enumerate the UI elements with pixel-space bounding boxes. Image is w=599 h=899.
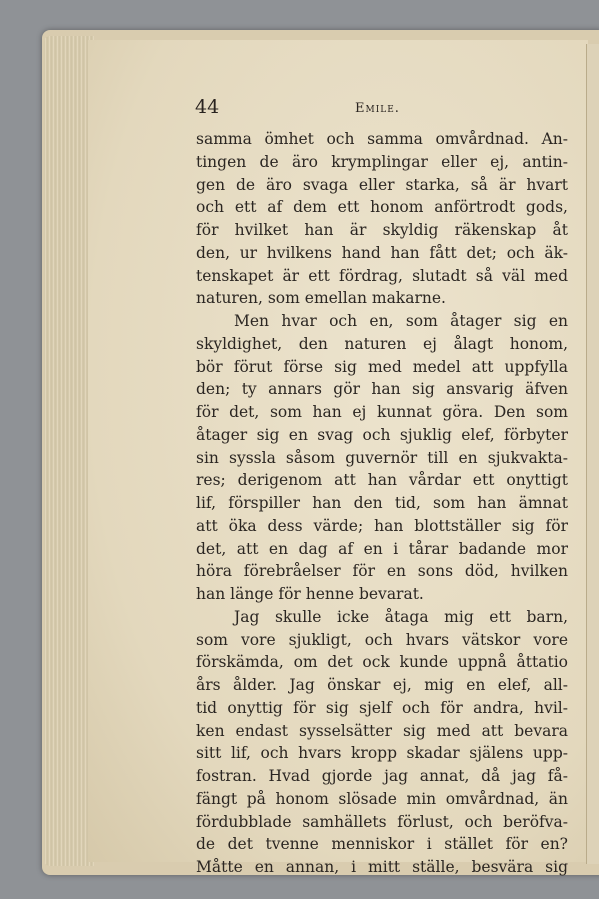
text-line: sin syssla såsom guvernör till en sjukvakta- bbox=[196, 448, 568, 467]
text-line: att öka dess värde; han blottställer sig för bbox=[196, 516, 568, 535]
next-page-edge bbox=[586, 44, 599, 864]
page-edges bbox=[44, 36, 94, 866]
text-line: som vore sjukligt, och hvars vätskor vore bbox=[196, 630, 568, 649]
text-line: tingen de äro krymplingar eller ej, antin- bbox=[196, 152, 568, 171]
text-line: bör förut förse sig med medel att uppfylla bbox=[196, 357, 568, 376]
text-line: skyldighet, den naturen ej ålagt honom, bbox=[196, 334, 568, 353]
text-line: förskämda, om det ock kunde uppnå åttatio bbox=[196, 653, 568, 672]
text-line: Jag skulle icke åtaga mig ett barn, bbox=[234, 607, 568, 626]
text-line: lif, förspiller han den tid, som han ämnat bbox=[196, 494, 568, 512]
text-line: naturen, som emellan makarne. bbox=[196, 289, 446, 308]
text-line: den; ty annars gör han sig ansvarig äfven bbox=[196, 380, 568, 399]
body-text bbox=[196, 128, 568, 879]
text-line: fördubblade samhällets förlust, och beröfva- bbox=[196, 812, 568, 831]
text-line: Men hvar och en, som åtager sig en bbox=[234, 312, 568, 330]
text-line: sitt lif, och hvars kropp skadar själens upp- bbox=[196, 744, 568, 763]
page-number: 44 bbox=[195, 96, 220, 118]
text-line: den, ur hvilkens hand han fått det; och äk- bbox=[196, 243, 568, 262]
text-line: han länge för henne bevarat. bbox=[196, 585, 424, 603]
text-line: fängt på honom slösade min omvårdnad, än bbox=[196, 789, 568, 808]
page-header bbox=[195, 96, 565, 124]
text-line: tenskapet är ett fördrag, slutadt så väl med bbox=[196, 266, 568, 285]
running-head: Emile. bbox=[355, 101, 400, 116]
text-line: Måtte en annan, i mitt ställe, besvära sig bbox=[196, 858, 568, 876]
text-line: åtager sig en svag och sjuklig elef, förbyter bbox=[196, 425, 568, 444]
text-line: ken endast sysselsätter sig med att bevara bbox=[196, 721, 568, 740]
text-line: fostran. Hvad gjorde jag annat, då jag få- bbox=[196, 767, 568, 785]
text-line: res; derigenom att han vårdar ett onyttigt bbox=[196, 471, 568, 490]
text-line: gen de äro svaga eller starka, så är hvart bbox=[196, 175, 568, 194]
text-line: det, att en dag af en i tårar badande mor bbox=[196, 539, 568, 558]
text-line: tid onyttig för sig sjelf och för andra, hvil- bbox=[196, 698, 568, 717]
text-line: de det tvenne menniskor i stället för en? bbox=[196, 835, 568, 854]
text-line: för hvilket han är skyldig räkenskap åt bbox=[196, 221, 568, 239]
text-line: och ett af dem ett honom anförtrodt gods, bbox=[196, 198, 568, 217]
text-line: års ålder. Jag önskar ej, mig en elef, all- bbox=[196, 676, 568, 694]
text-line: samma ömhet och samma omvårdnad. An- bbox=[196, 130, 568, 148]
text-line: höra förebråelser för en sons död, hvilken bbox=[196, 562, 568, 581]
text-line: för det, som han ej kunnat göra. Den som bbox=[196, 403, 568, 421]
